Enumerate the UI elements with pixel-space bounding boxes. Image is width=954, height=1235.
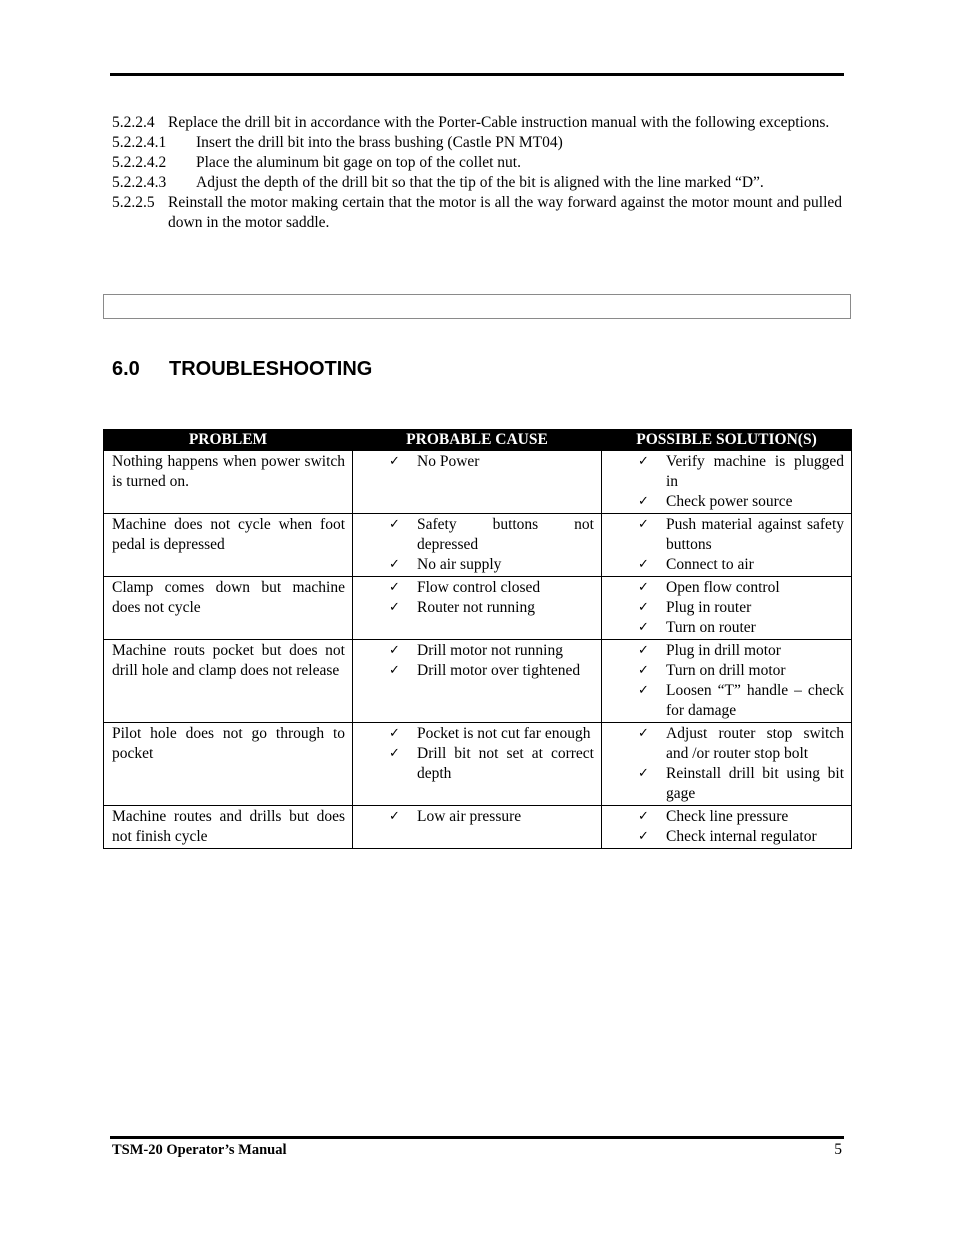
- list-item-text: No air supply: [417, 556, 502, 573]
- solution-list: [610, 807, 844, 847]
- step-number: 5.2.2.5: [112, 194, 155, 211]
- checkmark-icon: ✓: [638, 620, 649, 635]
- problem-cell: Clamp comes down but machine does not cycle: [104, 577, 353, 640]
- list-item-text: Check internal regulator: [666, 828, 817, 845]
- list-item: [361, 555, 594, 575]
- checkmark-icon: ✓: [638, 829, 649, 844]
- cause-list: [361, 807, 594, 827]
- list-item-text: Pocket is not cut far enough: [417, 725, 591, 742]
- checkmark-icon: ✓: [389, 580, 400, 595]
- list-item-text: Router not running: [417, 599, 535, 616]
- cause-cell: [353, 640, 602, 723]
- checkmark-icon: ✓: [638, 580, 649, 595]
- list-item: [361, 578, 594, 598]
- solution-cell: [602, 577, 852, 640]
- list-item-text: Loosen “T” handle – check for damage: [666, 682, 844, 719]
- solution-list: [610, 578, 844, 638]
- footer-title: TSM-20 Operator’s Manual: [112, 1142, 287, 1158]
- cause-list: [361, 515, 594, 575]
- cause-list: [361, 724, 594, 784]
- table-row: [104, 723, 852, 806]
- step-text: Place the aluminum bit gage on top of the collet nut.: [196, 154, 521, 171]
- list-item-text: Connect to air: [666, 556, 754, 573]
- checkmark-icon: ✓: [389, 600, 400, 615]
- step-5-2-2-4-3: [112, 173, 842, 193]
- table-row: [104, 806, 852, 849]
- solution-list: [610, 724, 844, 804]
- checkmark-icon: ✓: [389, 454, 400, 469]
- list-item: [361, 744, 594, 784]
- problem-cell: Machine routes and drills but does not finish cycle: [104, 806, 353, 849]
- cause-list: [361, 452, 594, 472]
- checkmark-icon: ✓: [389, 663, 400, 678]
- checkmark-icon: ✓: [389, 746, 400, 761]
- checkmark-icon: ✓: [389, 809, 400, 824]
- checkmark-icon: ✓: [638, 517, 649, 532]
- checkmark-icon: ✓: [638, 494, 649, 509]
- checkmark-icon: ✓: [638, 454, 649, 469]
- step-text: Adjust the depth of the drill bit so that the tip of the bit is aligned with the line marked “D”.: [196, 174, 764, 191]
- list-item: [610, 764, 844, 804]
- list-item: [361, 515, 594, 555]
- list-item-text: Low air pressure: [417, 808, 522, 825]
- checkmark-icon: ✓: [389, 557, 400, 572]
- solution-cell: [602, 640, 852, 723]
- solution-cell: [602, 723, 852, 806]
- list-item: [610, 598, 844, 618]
- step-5-2-2-4-2: [112, 153, 842, 173]
- list-item-text: Safety buttons not depressed: [417, 516, 594, 553]
- list-item-text: Check line pressure: [666, 808, 789, 825]
- list-item-text: Flow control closed: [417, 579, 541, 596]
- list-item-text: Adjust router stop switch and /or router stop bolt: [666, 725, 844, 762]
- list-item: [361, 598, 594, 618]
- step-number: 5.2.2.4.1: [112, 134, 167, 151]
- list-item-text: Verify machine is plugged in: [666, 453, 844, 490]
- list-item-text: No Power: [417, 453, 480, 470]
- column-header-problem: PROBLEM: [104, 430, 353, 451]
- cause-cell: [353, 806, 602, 849]
- solution-list: [610, 641, 844, 721]
- list-item-text: Check power source: [666, 493, 793, 510]
- problem-cell: Nothing happens when power switch is turned on.: [104, 451, 353, 514]
- table-row: [104, 451, 852, 514]
- footer-rule: [110, 1136, 844, 1139]
- list-item: [610, 492, 844, 512]
- list-item: [610, 452, 844, 492]
- step-5-2-2-5: [112, 193, 842, 233]
- section-heading: [112, 358, 372, 381]
- list-item: [361, 452, 594, 472]
- step-text: Replace the drill bit in accordance with the Porter-Cable instruction manual with the following exceptions.: [168, 114, 830, 131]
- checkmark-icon: ✓: [638, 643, 649, 658]
- list-item-text: Drill bit not set at correct depth: [417, 745, 594, 782]
- cause-list: [361, 641, 594, 681]
- cause-cell: [353, 723, 602, 806]
- checkmark-icon: ✓: [389, 517, 400, 532]
- list-item-text: Turn on drill motor: [666, 662, 786, 679]
- list-item: [361, 661, 594, 681]
- checkmark-icon: ✓: [638, 809, 649, 824]
- empty-frame: [103, 294, 851, 319]
- section-number: 6.0: [112, 358, 140, 380]
- checkmark-icon: ✓: [638, 600, 649, 615]
- checkmark-icon: ✓: [389, 643, 400, 658]
- solution-cell: [602, 514, 852, 577]
- step-number: 5.2.2.4.3: [112, 174, 167, 191]
- list-item-text: Drill motor not running: [417, 642, 563, 659]
- cause-cell: [353, 577, 602, 640]
- list-item: [610, 641, 844, 661]
- cause-cell: [353, 514, 602, 577]
- list-item: [361, 724, 594, 744]
- troubleshooting-table: [103, 429, 852, 849]
- list-item-text: Drill motor over tightened: [417, 662, 581, 679]
- list-item-text: Reinstall drill bit using bit gage: [666, 765, 844, 802]
- solution-cell: [602, 451, 852, 514]
- table-row: [104, 577, 852, 640]
- list-item: [610, 827, 844, 847]
- solution-list: [610, 452, 844, 512]
- step-text: Insert the drill bit into the brass bushing (Castle PN MT04): [196, 134, 563, 151]
- table-row: [104, 514, 852, 577]
- cause-cell: [353, 451, 602, 514]
- list-item: [361, 807, 594, 827]
- section-title: TROUBLESHOOTING: [169, 358, 373, 380]
- step-number: 5.2.2.4: [112, 114, 155, 131]
- checkmark-icon: ✓: [638, 557, 649, 572]
- checkmark-icon: ✓: [638, 663, 649, 678]
- list-item: [610, 618, 844, 638]
- list-item-text: Plug in router: [666, 599, 752, 616]
- page-number: 5: [834, 1141, 842, 1158]
- table-row: [104, 640, 852, 723]
- list-item: [361, 641, 594, 661]
- problem-cell: Pilot hole does not go through to pocket: [104, 723, 353, 806]
- procedure-steps: [112, 113, 842, 233]
- problem-cell: Machine does not cycle when foot pedal is depressed: [104, 514, 353, 577]
- table-header-row: [104, 430, 852, 451]
- step-number: 5.2.2.4.2: [112, 154, 167, 171]
- list-item-text: Turn on router: [666, 619, 756, 636]
- list-item-text: Plug in drill motor: [666, 642, 781, 659]
- list-item: [610, 661, 844, 681]
- list-item: [610, 807, 844, 827]
- column-header-solution: POSSIBLE SOLUTION(S): [602, 430, 852, 451]
- list-item: [610, 578, 844, 598]
- checkmark-icon: ✓: [638, 726, 649, 741]
- step-text: Reinstall the motor making certain that the motor is all the way forward against the motor mount and pulled down in the motor saddle.: [168, 194, 842, 231]
- solution-cell: [602, 806, 852, 849]
- column-header-cause: PROBABLE CAUSE: [353, 430, 602, 451]
- checkmark-icon: ✓: [389, 726, 400, 741]
- header-rule: [110, 73, 844, 76]
- list-item: [610, 681, 844, 721]
- problem-cell: Machine routs pocket but does not drill hole and clamp does not release: [104, 640, 353, 723]
- list-item-text: Open flow control: [666, 579, 780, 596]
- list-item: [610, 555, 844, 575]
- list-item: [610, 724, 844, 764]
- list-item-text: Push material against safety buttons: [666, 516, 844, 553]
- step-5-2-2-4-1: [112, 133, 842, 153]
- checkmark-icon: ✓: [638, 683, 649, 698]
- cause-list: [361, 578, 594, 618]
- list-item: [610, 515, 844, 555]
- checkmark-icon: ✓: [638, 766, 649, 781]
- solution-list: [610, 515, 844, 575]
- step-5-2-2-4: [112, 113, 842, 133]
